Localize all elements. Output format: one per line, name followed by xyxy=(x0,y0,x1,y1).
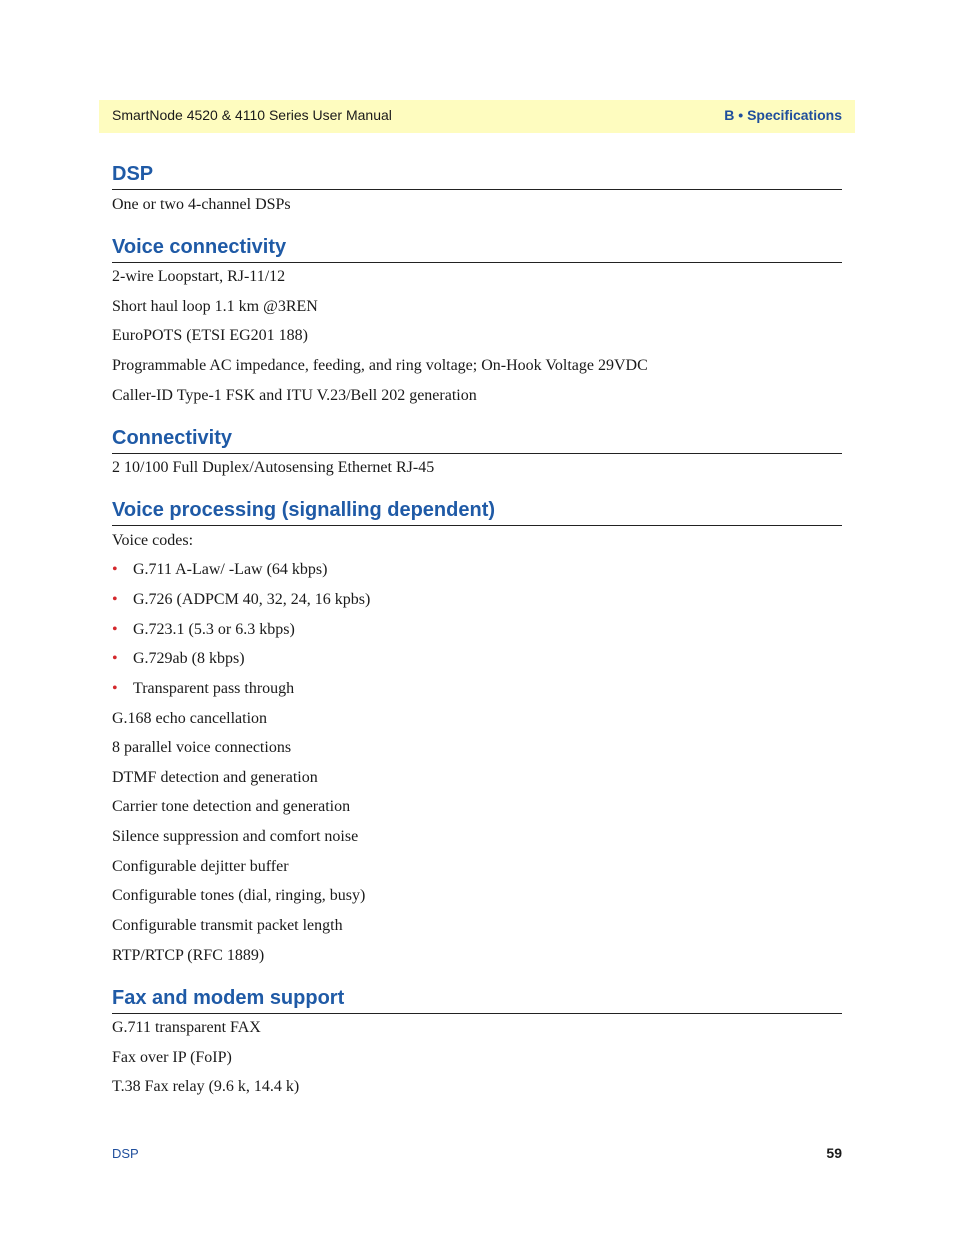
spec-line: Configurable tones (dial, ringing, busy) xyxy=(112,887,366,904)
section-fax-modem xyxy=(112,984,842,1095)
spec-line: Voice codes: xyxy=(112,532,194,549)
spec-line: G.168 echo cancellation xyxy=(112,710,268,727)
spec-line: Silence suppression and comfort noise xyxy=(112,828,359,845)
spec-line: DTMF detection and generation xyxy=(112,769,318,786)
chapter-label: B • Specifications xyxy=(724,107,842,123)
spec-line: Carrier tone detection and generation xyxy=(112,798,351,815)
list-item xyxy=(112,590,370,610)
list-item-text: G.726 (ADPCM 40, 32, 24, 16 kpbs) xyxy=(133,591,371,608)
list-item-text: G.729ab (8 kbps) xyxy=(133,650,245,667)
list-item xyxy=(112,679,294,699)
section-heading: Voice connectivity xyxy=(112,233,842,263)
section-connectivity xyxy=(112,424,842,476)
section-voice-connectivity xyxy=(112,233,842,404)
footer-section-name: DSP xyxy=(112,1146,139,1161)
spec-line: EuroPOTS (ETSI EG201 188) xyxy=(112,327,308,344)
running-header xyxy=(99,100,855,133)
bullet-icon: • xyxy=(112,680,118,697)
section-heading: Fax and modem support xyxy=(112,984,842,1014)
spec-line: G.711 transparent FAX xyxy=(112,1019,261,1036)
bullet-icon: • xyxy=(112,591,118,608)
spec-line: 8 parallel voice connections xyxy=(112,739,292,756)
section-heading: Voice processing (signalling dependent) xyxy=(112,496,842,526)
list-item xyxy=(112,649,245,669)
section-voice-processing xyxy=(112,496,842,964)
spec-line: Programmable AC impedance, feeding, and ring voltage; On-Hook Voltage 29VDC xyxy=(112,357,648,374)
manual-title: SmartNode 4520 & 4110 Series User Manual xyxy=(112,107,392,123)
spec-line: T.38 Fax relay (9.6 k, 14.4 k) xyxy=(112,1078,300,1095)
bullet-icon: • xyxy=(112,561,118,578)
list-item-text: G.711 A-Law/ -Law (64 kbps) xyxy=(133,561,328,578)
spec-line: Configurable transmit packet length xyxy=(112,917,343,934)
spec-line: 2 10/100 Full Duplex/Autosensing Ethernet RJ-45 xyxy=(112,459,435,476)
spec-line: Configurable dejitter buffer xyxy=(112,858,289,875)
spec-line: Fax over IP (FoIP) xyxy=(112,1049,232,1066)
spec-line: 2-wire Loopstart, RJ-11/12 xyxy=(112,268,286,285)
section-heading: DSP xyxy=(112,160,842,190)
spec-line: RTP/RTCP (RFC 1889) xyxy=(112,947,265,964)
list-item-text: G.723.1 (5.3 or 6.3 kbps) xyxy=(133,621,295,638)
section-dsp xyxy=(112,160,842,213)
spec-line: One or two 4-channel DSPs xyxy=(112,196,291,213)
list-item-text: Transparent pass through xyxy=(133,680,295,697)
spec-line: Short haul loop 1.1 km @3REN xyxy=(112,298,318,315)
page-number: 59 xyxy=(826,1145,842,1161)
list-item xyxy=(112,560,327,580)
bullet-icon: • xyxy=(112,621,118,638)
bullet-icon: • xyxy=(112,650,118,667)
spec-line: Caller-ID Type-1 FSK and ITU V.23/Bell 202 generation xyxy=(112,387,477,404)
section-heading: Connectivity xyxy=(112,424,842,454)
list-item xyxy=(112,620,295,640)
